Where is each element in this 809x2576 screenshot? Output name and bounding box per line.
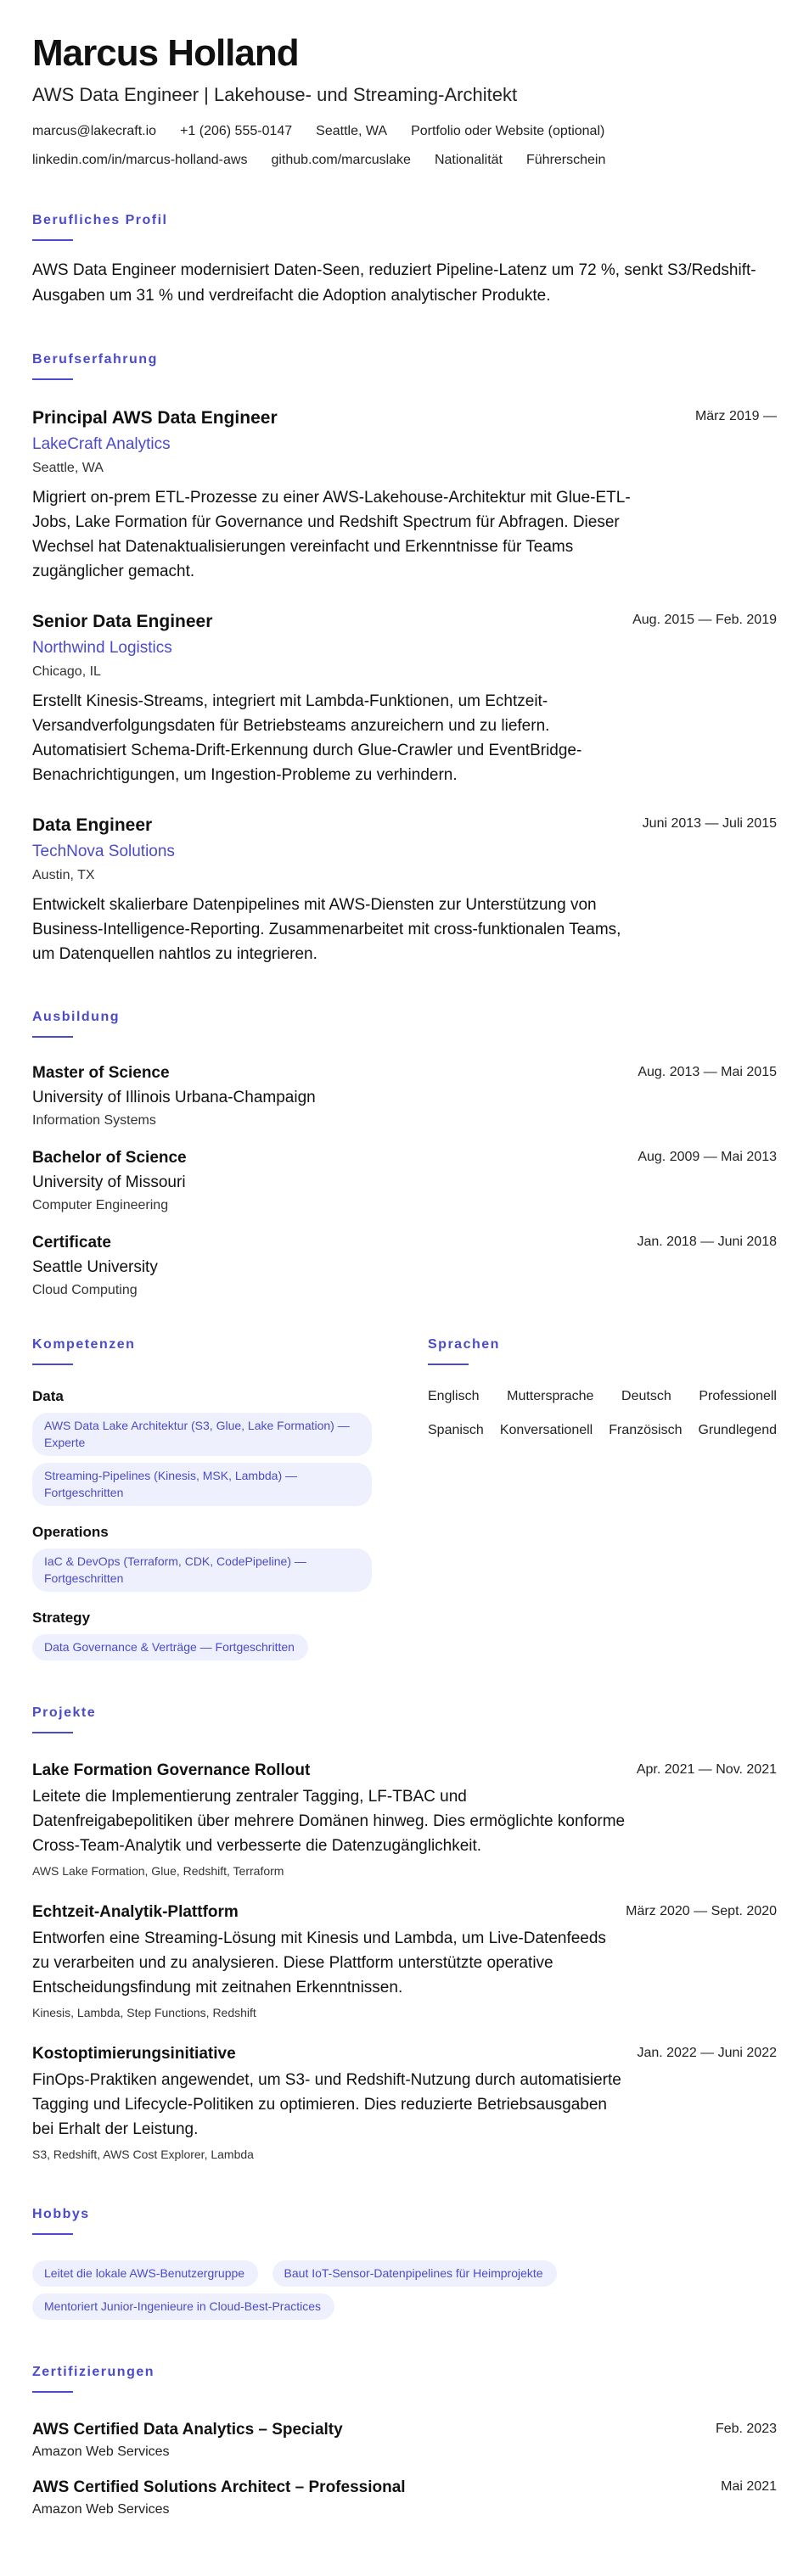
job-date: Aug. 2015 — Feb. 2019 (632, 613, 777, 627)
project-description: FinOps-Praktiken angewendet, um S3- und Redshift-Nutzung durch automatisierte Tagging und Lifecycle-Politiken zu optimieren. Dies reduzierte Betriebsausgaben bei Erhalt der Leistung. (32, 2071, 621, 2138)
languages-section (428, 1336, 777, 1660)
certification-entry (32, 2420, 777, 2461)
job-company: Northwind Logistics (32, 639, 172, 657)
skills-section (32, 1336, 394, 1660)
job-location: Seattle, WA (32, 461, 104, 475)
certification-date: Feb. 2023 (715, 2422, 777, 2436)
project-tech: S3, Redshift, AWS Cost Explorer, Lambda (32, 2148, 254, 2161)
project-entry (32, 2044, 777, 2162)
job-location: Chicago, IL (32, 664, 101, 679)
project-title: Echtzeit-Analytik-Plattform (32, 1903, 239, 1921)
education-date: Aug. 2013 — Mai 2015 (638, 1065, 777, 1079)
certification-entry (32, 2478, 777, 2518)
education-field: Cloud Computing (32, 1283, 138, 1297)
section-title: Hobbys (32, 2207, 90, 2221)
candidate-tagline: AWS Data Engineer | Lakehouse- und Streaming-Architekt (32, 84, 518, 105)
certification-issuer: Amazon Web Services (32, 2502, 170, 2517)
education-date: Aug. 2009 — Mai 2013 (638, 1150, 777, 1164)
contact-linkedin[interactable]: linkedin.com/in/marcus-holland-aws (32, 153, 248, 167)
job-entry (32, 611, 777, 787)
education-school: University of Missouri (32, 1173, 186, 1191)
job-title: Principal AWS Data Engineer (32, 408, 278, 428)
job-title: Data Engineer (32, 815, 153, 835)
contact-email[interactable]: marcus@lakecraft.io (32, 124, 157, 138)
project-description: Entworfen eine Streaming-Lösung mit Kinesis und Lambda, um Live-Datenfeeds zu verarbeiten und zu analysieren. Diese Plattform unterstützte operative Entscheidungsfindung mit zeitnahen Erkenntnissen. (32, 1929, 606, 1996)
section-title: Kompetenzen (32, 1337, 136, 1352)
skill-category: Data (32, 1388, 64, 1404)
contact-github[interactable]: github.com/marcuslake (271, 153, 411, 167)
job-description: Erstellt Kinesis-Streams, integriert mit Lambda-Funktionen, um Echtzeit-Versandverfolgungsdaten für Betriebsteams anzureichern und zu liefern. Automatisiert Schema-Drift-Erkennung durch Glue-Crawler und EventBridge-Benachrichtigungen, um Ingestion-Probleme zu verhindern. (32, 692, 582, 784)
skill-chip: Data Governance & Verträge — Fortgeschritten (32, 1634, 308, 1660)
language-level: Grundlegend (698, 1423, 777, 1437)
hobby-chip: Baut IoT-Sensor-Datenpipelines für Heimprojekte (272, 2260, 557, 2287)
section-divider (32, 2233, 73, 2235)
project-description: Leitete die Implementierung zentraler Tagging, LF-TBAC und Datenfreigabepolitiken über mehrere Domänen hinweg. Dies ermöglichte konforme Cross-Team-Analytik und verbesserte die Datenzugänglichkeit. (32, 1788, 626, 1855)
contact-portfolio[interactable]: Portfolio oder Website (optional) (411, 124, 605, 138)
skill-chip: Streaming-Pipelines (Kinesis, MSK, Lambda) — Fortgeschritten (32, 1463, 372, 1506)
language-row (428, 1387, 777, 1406)
certification-name: AWS Certified Data Analytics – Specialty (32, 2421, 343, 2439)
languages-table (428, 1387, 777, 1440)
education-section (32, 1009, 777, 1299)
section-divider (32, 1732, 73, 1733)
education-date: Jan. 2018 — Juni 2018 (637, 1235, 777, 1249)
section-divider (32, 239, 73, 241)
language-level: Muttersprache (507, 1389, 594, 1403)
section-divider (428, 1364, 469, 1365)
education-degree: Certificate (32, 1234, 111, 1252)
certification-name: AWS Certified Solutions Architect – Professional (32, 2478, 406, 2496)
experience-section (32, 351, 777, 966)
section-divider (32, 2391, 73, 2393)
education-field: Information Systems (32, 1113, 156, 1128)
profile-section (32, 212, 777, 309)
education-entry (32, 1148, 777, 1214)
education-field: Computer Engineering (32, 1198, 169, 1212)
job-entry (32, 815, 777, 966)
language-name: Französisch (609, 1423, 683, 1437)
language-level: Professionell (699, 1389, 777, 1403)
job-title: Senior Data Engineer (32, 612, 213, 631)
skill-chip: AWS Data Lake Architektur (S3, Glue, Lake Formation) — Experte (32, 1413, 372, 1456)
hobby-chip: Leitet die lokale AWS-Benutzergruppe (32, 2260, 258, 2287)
job-company: LakeCraft Analytics (32, 435, 171, 453)
job-date: März 2019 — (694, 409, 777, 423)
education-degree: Bachelor of Science (32, 1149, 187, 1167)
section-title: Berufserfahrung (32, 352, 158, 367)
language-name: Englisch (428, 1389, 480, 1403)
project-title: Kostoptimierungsinitiative (32, 2045, 236, 2063)
education-school: Seattle University (32, 1258, 158, 1276)
skill-category: Strategy (32, 1610, 91, 1626)
project-tech: AWS Lake Formation, Glue, Redshift, Terraform (32, 1864, 284, 1878)
project-date: Jan. 2022 — Juni 2022 (637, 2046, 777, 2060)
education-entry (32, 1063, 777, 1129)
project-date: März 2020 — Sept. 2020 (626, 1904, 777, 1918)
contact-location: Seattle, WA (316, 124, 388, 138)
language-level: Konversationell (499, 1423, 593, 1437)
education-entry (32, 1233, 777, 1299)
skill-chip: IaC & DevOps (Terraform, CDK, CodePipeline) — Fortgeschritten (32, 1548, 372, 1592)
job-description: Entwickelt skalierbare Datenpipelines mit AWS-Diensten zur Unterstützung von Business-Intelligence-Reporting. Zusammenarbeitet mit cross-funktionalen Teams, um Datenquellen nahtlos zu integrieren. (32, 896, 621, 963)
section-divider (32, 378, 73, 380)
project-title: Lake Formation Governance Rollout (32, 1761, 311, 1779)
contact-nationality: Nationalität (434, 153, 503, 167)
section-title: Berufliches Profil (32, 213, 168, 227)
certification-date: Mai 2021 (721, 2479, 777, 2494)
language-row (428, 1421, 777, 1440)
section-divider (32, 1036, 73, 1038)
certifications-section (32, 2364, 777, 2518)
job-entry (32, 407, 777, 584)
job-date: Juni 2013 — Juli 2015 (642, 816, 777, 831)
skills-languages-row (32, 1336, 777, 1660)
project-date: Apr. 2021 — Nov. 2021 (636, 1762, 777, 1777)
candidate-name: Marcus Holland (32, 32, 299, 74)
profile-text: AWS Data Engineer modernisiert Daten-Seen, reduziert Pipeline-Latenz um 72 %, senkt S3/Redshift-Ausgaben um 31 % und verdreifacht die Adoption analytischer Produkte. (32, 261, 756, 305)
language-name: Spanisch (428, 1423, 484, 1437)
project-tech: Kinesis, Lambda, Step Functions, Redshift (32, 2006, 256, 2019)
section-title: Sprachen (428, 1337, 500, 1352)
project-entry (32, 1902, 777, 2020)
skill-category: Operations (32, 1524, 109, 1540)
language-name: Deutsch (621, 1389, 671, 1403)
contact-info (32, 124, 777, 168)
hobby-chip: Mentoriert Junior-Ingenieure in Cloud-Best-Practices (32, 2293, 334, 2320)
contact-license: Führerschein (526, 153, 606, 167)
job-location: Austin, TX (32, 868, 95, 882)
education-degree: Master of Science (32, 1064, 170, 1082)
hobbies-section (32, 2206, 777, 2320)
section-title: Projekte (32, 1705, 97, 1720)
hobby-chips (32, 2254, 777, 2320)
certification-issuer: Amazon Web Services (32, 2444, 170, 2459)
section-title: Ausbildung (32, 1010, 120, 1024)
section-title: Zertifizierungen (32, 2365, 155, 2379)
project-entry (32, 1761, 777, 1879)
education-school: University of Illinois Urbana-Champaign (32, 1089, 316, 1106)
contact-phone[interactable]: +1 (206) 555-0147 (180, 124, 293, 138)
projects-section (32, 1705, 777, 2162)
job-company: TechNova Solutions (32, 843, 175, 860)
section-divider (32, 1364, 73, 1365)
job-description: Migriert on-prem ETL-Prozesse zu einer AWS-Lakehouse-Architektur mit Glue-ETL-Jobs, Lake Formation für Governance und Redshift Spectrum für Abfragen. Dieser Wechsel hat Datenaktualisierungen vereinfacht und Erkenntnisse für Teams zugänglicher gemacht. (32, 489, 631, 580)
